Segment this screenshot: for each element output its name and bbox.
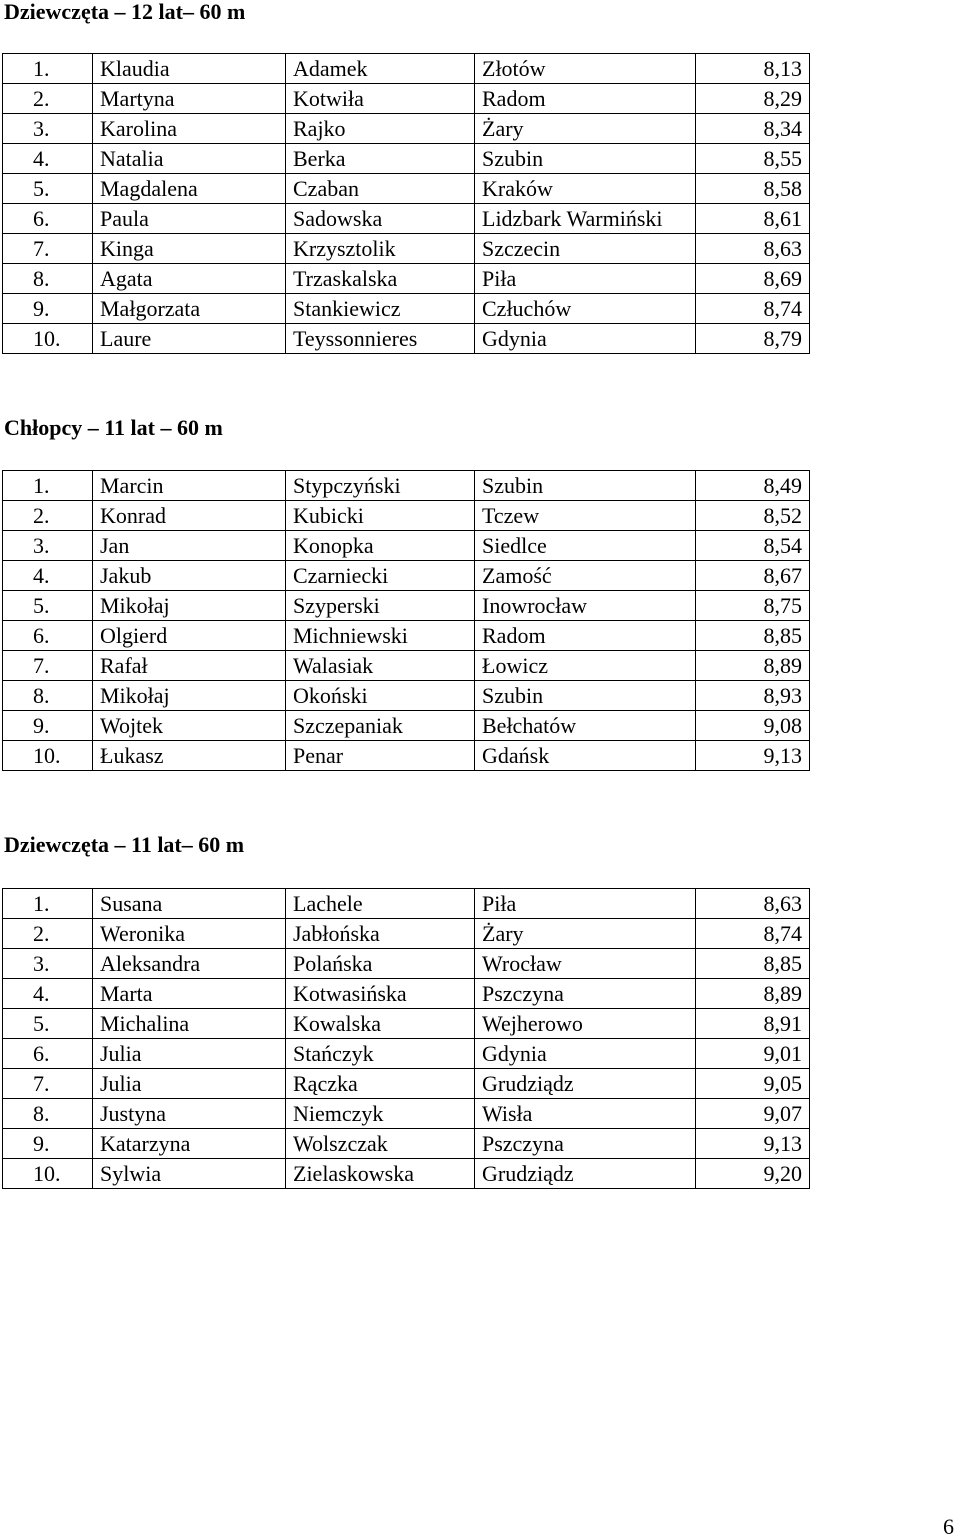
first-name-cell: Jan bbox=[93, 531, 286, 561]
first-name-cell: Karolina bbox=[93, 114, 286, 144]
table-row bbox=[3, 234, 810, 264]
first-name-cell: Łukasz bbox=[93, 741, 286, 771]
time-cell: 8,74 bbox=[696, 294, 810, 324]
time-cell: 8,67 bbox=[696, 561, 810, 591]
last-name-cell: Walasiak bbox=[286, 651, 475, 681]
last-name-cell: Szczepaniak bbox=[286, 711, 475, 741]
rank-cell: 1. bbox=[3, 54, 93, 84]
first-name-cell: Małgorzata bbox=[93, 294, 286, 324]
first-name-cell: Sylwia bbox=[93, 1159, 286, 1189]
first-name-cell: Rafał bbox=[93, 651, 286, 681]
table-row bbox=[3, 144, 810, 174]
section-title: Dziewczęta – 11 lat– 60 m bbox=[4, 832, 245, 857]
time-cell: 8,13 bbox=[696, 54, 810, 84]
time-cell: 8,74 bbox=[696, 919, 810, 949]
last-name-cell: Penar bbox=[286, 741, 475, 771]
page-number: 6 bbox=[943, 1514, 954, 1539]
city-cell: Piła bbox=[475, 889, 696, 919]
table-row bbox=[3, 114, 810, 144]
rank-cell: 6. bbox=[3, 1039, 93, 1069]
first-name-cell: Mikołaj bbox=[93, 591, 286, 621]
time-cell: 9,20 bbox=[696, 1159, 810, 1189]
table-row bbox=[3, 741, 810, 771]
city-cell: Łowicz bbox=[475, 651, 696, 681]
last-name-cell: Szyperski bbox=[286, 591, 475, 621]
time-cell: 9,13 bbox=[696, 1129, 810, 1159]
first-name-cell: Jakub bbox=[93, 561, 286, 591]
rank-cell: 9. bbox=[3, 711, 93, 741]
first-name-cell: Olgierd bbox=[93, 621, 286, 651]
time-cell: 8,85 bbox=[696, 621, 810, 651]
last-name-cell: Rajko bbox=[286, 114, 475, 144]
time-cell: 9,05 bbox=[696, 1069, 810, 1099]
first-name-cell: Julia bbox=[93, 1069, 286, 1099]
last-name-cell: Adamek bbox=[286, 54, 475, 84]
city-cell: Wisła bbox=[475, 1099, 696, 1129]
rank-cell: 9. bbox=[3, 1129, 93, 1159]
city-cell: Gdynia bbox=[475, 1039, 696, 1069]
last-name-cell: Rączka bbox=[286, 1069, 475, 1099]
last-name-cell: Kotwiła bbox=[286, 84, 475, 114]
section-title: Dziewczęta – 12 lat– 60 m bbox=[4, 0, 246, 24]
last-name-cell: Michniewski bbox=[286, 621, 475, 651]
last-name-cell: Konopka bbox=[286, 531, 475, 561]
table-row bbox=[3, 591, 810, 621]
rank-cell: 8. bbox=[3, 264, 93, 294]
table-row bbox=[3, 919, 810, 949]
rank-cell: 4. bbox=[3, 144, 93, 174]
last-name-cell: Krzysztolik bbox=[286, 234, 475, 264]
rank-cell: 1. bbox=[3, 471, 93, 501]
table-row bbox=[3, 264, 810, 294]
table-row bbox=[3, 1129, 810, 1159]
rank-cell: 8. bbox=[3, 681, 93, 711]
rank-cell: 1. bbox=[3, 889, 93, 919]
table-row bbox=[3, 54, 810, 84]
last-name-cell: Polańska bbox=[286, 949, 475, 979]
table-row bbox=[3, 1009, 810, 1039]
last-name-cell: Berka bbox=[286, 144, 475, 174]
time-cell: 9,07 bbox=[696, 1099, 810, 1129]
first-name-cell: Justyna bbox=[93, 1099, 286, 1129]
section-title: Chłopcy – 11 lat – 60 m bbox=[4, 415, 223, 440]
time-cell: 8,54 bbox=[696, 531, 810, 561]
rank-cell: 9. bbox=[3, 294, 93, 324]
table-row bbox=[3, 294, 810, 324]
table-row bbox=[3, 531, 810, 561]
first-name-cell: Marcin bbox=[93, 471, 286, 501]
time-cell: 8,75 bbox=[696, 591, 810, 621]
city-cell: Szubin bbox=[475, 681, 696, 711]
rank-cell: 7. bbox=[3, 651, 93, 681]
rank-cell: 8. bbox=[3, 1099, 93, 1129]
time-cell: 8,52 bbox=[696, 501, 810, 531]
table-row bbox=[3, 1039, 810, 1069]
city-cell: Szubin bbox=[475, 471, 696, 501]
last-name-cell: Kowalska bbox=[286, 1009, 475, 1039]
table-row bbox=[3, 889, 810, 919]
table-row bbox=[3, 681, 810, 711]
city-cell: Szubin bbox=[475, 144, 696, 174]
results-table bbox=[2, 470, 810, 771]
first-name-cell: Michalina bbox=[93, 1009, 286, 1039]
time-cell: 8,34 bbox=[696, 114, 810, 144]
rank-cell: 5. bbox=[3, 1009, 93, 1039]
rank-cell: 2. bbox=[3, 84, 93, 114]
table-row bbox=[3, 1159, 810, 1189]
rank-cell: 4. bbox=[3, 979, 93, 1009]
time-cell: 8,89 bbox=[696, 979, 810, 1009]
first-name-cell: Aleksandra bbox=[93, 949, 286, 979]
last-name-cell: Kotwasińska bbox=[286, 979, 475, 1009]
table-row bbox=[3, 174, 810, 204]
table-row bbox=[3, 84, 810, 114]
first-name-cell: Kinga bbox=[93, 234, 286, 264]
rank-cell: 7. bbox=[3, 1069, 93, 1099]
city-cell: Siedlce bbox=[475, 531, 696, 561]
time-cell: 8,63 bbox=[696, 889, 810, 919]
city-cell: Złotów bbox=[475, 54, 696, 84]
rank-cell: 5. bbox=[3, 174, 93, 204]
results-table bbox=[2, 888, 810, 1189]
city-cell: Zamość bbox=[475, 561, 696, 591]
rank-cell: 2. bbox=[3, 919, 93, 949]
last-name-cell: Kubicki bbox=[286, 501, 475, 531]
last-name-cell: Lachele bbox=[286, 889, 475, 919]
time-cell: 8,85 bbox=[696, 949, 810, 979]
last-name-cell: Wolszczak bbox=[286, 1129, 475, 1159]
last-name-cell: Czarniecki bbox=[286, 561, 475, 591]
city-cell: Radom bbox=[475, 84, 696, 114]
city-cell: Człuchów bbox=[475, 294, 696, 324]
first-name-cell: Susana bbox=[93, 889, 286, 919]
table-row bbox=[3, 949, 810, 979]
time-cell: 9,01 bbox=[696, 1039, 810, 1069]
time-cell: 8,61 bbox=[696, 204, 810, 234]
city-cell: Tczew bbox=[475, 501, 696, 531]
first-name-cell: Weronika bbox=[93, 919, 286, 949]
table-row bbox=[3, 324, 810, 354]
city-cell: Szczecin bbox=[475, 234, 696, 264]
first-name-cell: Mikołaj bbox=[93, 681, 286, 711]
city-cell: Żary bbox=[475, 114, 696, 144]
time-cell: 8,69 bbox=[696, 264, 810, 294]
first-name-cell: Wojtek bbox=[93, 711, 286, 741]
last-name-cell: Zielaskowska bbox=[286, 1159, 475, 1189]
rank-cell: 4. bbox=[3, 561, 93, 591]
time-cell: 9,13 bbox=[696, 741, 810, 771]
table-row bbox=[3, 1069, 810, 1099]
city-cell: Gdańsk bbox=[475, 741, 696, 771]
city-cell: Grudziądz bbox=[475, 1159, 696, 1189]
last-name-cell: Okoński bbox=[286, 681, 475, 711]
last-name-cell: Trzaskalska bbox=[286, 264, 475, 294]
last-name-cell: Niemczyk bbox=[286, 1099, 475, 1129]
rank-cell: 10. bbox=[3, 324, 93, 354]
time-cell: 8,79 bbox=[696, 324, 810, 354]
city-cell: Bełchatów bbox=[475, 711, 696, 741]
city-cell: Grudziądz bbox=[475, 1069, 696, 1099]
time-cell: 8,91 bbox=[696, 1009, 810, 1039]
rank-cell: 10. bbox=[3, 1159, 93, 1189]
time-cell: 8,58 bbox=[696, 174, 810, 204]
first-name-cell: Klaudia bbox=[93, 54, 286, 84]
rank-cell: 7. bbox=[3, 234, 93, 264]
first-name-cell: Paula bbox=[93, 204, 286, 234]
time-cell: 8,93 bbox=[696, 681, 810, 711]
time-cell: 8,29 bbox=[696, 84, 810, 114]
rank-cell: 10. bbox=[3, 741, 93, 771]
city-cell: Pszczyna bbox=[475, 1129, 696, 1159]
last-name-cell: Czaban bbox=[286, 174, 475, 204]
rank-cell: 5. bbox=[3, 591, 93, 621]
first-name-cell: Konrad bbox=[93, 501, 286, 531]
time-cell: 9,08 bbox=[696, 711, 810, 741]
rank-cell: 3. bbox=[3, 949, 93, 979]
first-name-cell: Marta bbox=[93, 979, 286, 1009]
first-name-cell: Julia bbox=[93, 1039, 286, 1069]
last-name-cell: Sadowska bbox=[286, 204, 475, 234]
city-cell: Lidzbark Warmiński bbox=[475, 204, 696, 234]
city-cell: Wrocław bbox=[475, 949, 696, 979]
city-cell: Pszczyna bbox=[475, 979, 696, 1009]
city-cell: Kraków bbox=[475, 174, 696, 204]
city-cell: Wejherowo bbox=[475, 1009, 696, 1039]
time-cell: 8,49 bbox=[696, 471, 810, 501]
city-cell: Piła bbox=[475, 264, 696, 294]
table-row bbox=[3, 561, 810, 591]
table-row bbox=[3, 471, 810, 501]
rank-cell: 3. bbox=[3, 114, 93, 144]
time-cell: 8,55 bbox=[696, 144, 810, 174]
results-table bbox=[2, 53, 810, 354]
rank-cell: 6. bbox=[3, 621, 93, 651]
table-row bbox=[3, 979, 810, 1009]
time-cell: 8,89 bbox=[696, 651, 810, 681]
last-name-cell: Stypczyński bbox=[286, 471, 475, 501]
table-row bbox=[3, 204, 810, 234]
rank-cell: 2. bbox=[3, 501, 93, 531]
rank-cell: 6. bbox=[3, 204, 93, 234]
table-row bbox=[3, 1099, 810, 1129]
city-cell: Radom bbox=[475, 621, 696, 651]
first-name-cell: Laure bbox=[93, 324, 286, 354]
first-name-cell: Martyna bbox=[93, 84, 286, 114]
first-name-cell: Natalia bbox=[93, 144, 286, 174]
table-row bbox=[3, 711, 810, 741]
table-row bbox=[3, 651, 810, 681]
last-name-cell: Stankiewicz bbox=[286, 294, 475, 324]
table-row bbox=[3, 621, 810, 651]
first-name-cell: Magdalena bbox=[93, 174, 286, 204]
first-name-cell: Katarzyna bbox=[93, 1129, 286, 1159]
city-cell: Żary bbox=[475, 919, 696, 949]
rank-cell: 3. bbox=[3, 531, 93, 561]
last-name-cell: Teyssonnieres bbox=[286, 324, 475, 354]
city-cell: Inowrocław bbox=[475, 591, 696, 621]
table-row bbox=[3, 501, 810, 531]
time-cell: 8,63 bbox=[696, 234, 810, 264]
city-cell: Gdynia bbox=[475, 324, 696, 354]
last-name-cell: Stańczyk bbox=[286, 1039, 475, 1069]
first-name-cell: Agata bbox=[93, 264, 286, 294]
last-name-cell: Jabłońska bbox=[286, 919, 475, 949]
